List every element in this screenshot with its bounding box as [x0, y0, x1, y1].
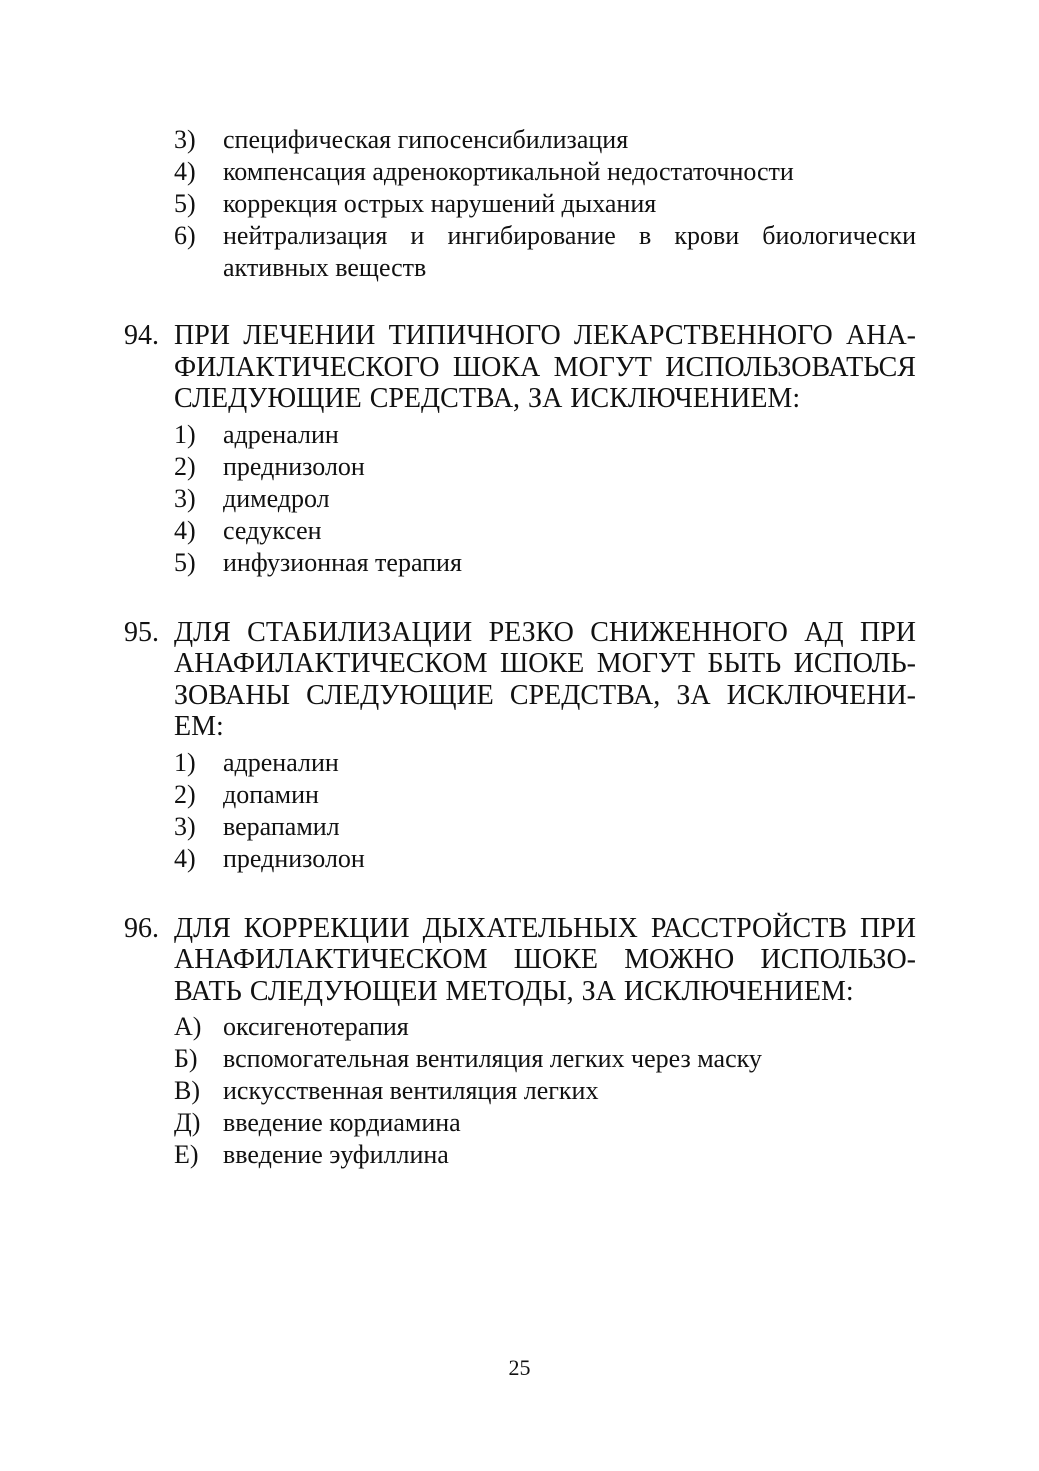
option-marker: 4)	[174, 157, 196, 186]
question-line: ПРИ ЛЕЧЕНИИ ТИПИЧНОГО ЛЕКАРСТВЕННОГО АНА-	[174, 320, 916, 351]
answer-option	[124, 124, 916, 156]
question-line: ЕМ:	[174, 711, 224, 742]
option-marker: Е)	[174, 1140, 199, 1169]
option-text: коррекция острых нарушений дыхания	[223, 189, 657, 218]
option-text: оксигенотерапия	[223, 1012, 409, 1041]
option-text: нейтрализация и ингибирование в крови биологически активных веществ	[223, 221, 916, 282]
page-content	[124, 124, 916, 1171]
question-number: 96.	[124, 912, 159, 944]
option-marker: 3)	[174, 811, 196, 841]
option-text: инфузионная терапия	[223, 547, 462, 577]
option-marker: 3)	[174, 483, 196, 513]
question-line: ЗОВАНЫ СЛЕДУЮЩИЕ СРЕДСТВА, ЗА ИСКЛЮЧЕНИ-	[174, 679, 916, 711]
option-text: преднизолон	[223, 451, 365, 481]
question-line: СЛЕДУЮЩИЕ СРЕДСТВА, ЗА ИСКЛЮЧЕНИЕМ:	[174, 383, 801, 414]
option-text: преднизолон	[223, 843, 365, 873]
answer-option	[124, 779, 916, 811]
question-line: ДЛЯ СТАБИЛИЗАЦИИ РЕЗКО СНИЖЕННОГО АД ПРИ	[174, 616, 916, 648]
question-number: 95.	[124, 616, 159, 648]
answer-option	[124, 1011, 916, 1043]
answer-option	[124, 515, 916, 547]
option-text: адреналин	[223, 747, 339, 777]
question-line: ВАТЬ СЛЕДУЮЩЕИ МЕТОДЫ, ЗА ИСКЛЮЧЕНИЕМ:	[174, 975, 854, 1007]
question-text	[174, 617, 916, 743]
option-marker: 1)	[174, 419, 196, 449]
page-number: 25	[508, 1355, 531, 1380]
question-96	[124, 913, 916, 1172]
answer-option	[124, 1107, 916, 1139]
answer-option	[124, 483, 916, 515]
question-94	[124, 320, 916, 579]
answer-option	[124, 220, 916, 284]
answer-option	[124, 1043, 916, 1075]
question-text	[174, 320, 916, 415]
question-line: ФИЛАКТИЧЕСКОГО ШОКА МОГУТ ИСПОЛЬЗОВАТЬСЯ	[174, 351, 916, 383]
option-text: компенсация адренокортикальной недостаточности	[223, 157, 794, 186]
continuation-options	[124, 124, 916, 284]
option-text: вспомогательная вентиляция легких через маску	[223, 1044, 762, 1073]
option-marker: Д)	[174, 1108, 201, 1137]
answer-option	[124, 451, 916, 483]
option-marker: В)	[174, 1076, 200, 1105]
option-text: искусственная вентиляция легких	[223, 1076, 599, 1105]
option-text: специфическая гипосенсибилизация	[223, 125, 629, 154]
question-heading	[124, 913, 916, 1008]
option-marker: 6)	[174, 221, 196, 250]
answer-option	[124, 1139, 916, 1171]
answer-options	[124, 419, 916, 579]
option-text: димедрол	[223, 483, 330, 513]
option-marker: 4)	[174, 515, 196, 545]
option-text: адреналин	[223, 419, 339, 449]
option-marker: 5)	[174, 547, 196, 577]
question-95	[124, 617, 916, 875]
option-marker: 5)	[174, 189, 196, 218]
answer-options	[124, 1011, 916, 1171]
answer-option	[124, 811, 916, 843]
question-line: АНАФИЛАКТИЧЕСКОМ ШОКЕ МОЖНО ИСПОЛЬЗО-	[174, 944, 916, 975]
answer-option	[124, 156, 916, 188]
option-marker: 1)	[174, 747, 196, 777]
answer-option	[124, 547, 916, 579]
question-heading	[124, 320, 916, 415]
option-marker: 2)	[174, 779, 196, 809]
question-heading	[124, 617, 916, 743]
option-text: введение кордиамина	[223, 1108, 461, 1137]
option-marker: 2)	[174, 451, 196, 481]
option-marker: Б)	[174, 1044, 198, 1073]
answer-option	[124, 747, 916, 779]
question-number: 94.	[124, 320, 159, 351]
answer-option	[124, 188, 916, 220]
option-marker: А)	[174, 1012, 202, 1041]
question-line: АНАФИЛАКТИЧЕСКОМ ШОКЕ МОГУТ БЫТЬ ИСПОЛЬ-	[174, 648, 916, 679]
answer-option	[124, 419, 916, 451]
question-text	[174, 913, 916, 1008]
answer-options	[124, 747, 916, 875]
question-line: ДЛЯ КОРРЕКЦИИ ДЫХАТЕЛЬНЫХ РАССТРОЙСТВ ПРИ	[174, 912, 916, 944]
option-marker: 3)	[174, 125, 196, 154]
option-text: допамин	[223, 779, 319, 809]
answer-option	[124, 843, 916, 875]
answer-option	[124, 1075, 916, 1107]
option-text: верапамил	[223, 811, 340, 841]
option-marker: 4)	[174, 843, 196, 873]
option-text: введение эуфиллина	[223, 1140, 449, 1169]
option-text: седуксен	[223, 515, 322, 545]
